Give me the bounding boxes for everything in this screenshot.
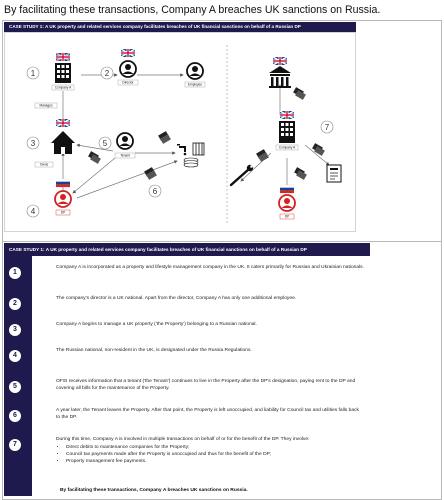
- step-text: Company A begins to manage a UK property ('the Property') belonging to a Russian national.: [56, 322, 257, 327]
- russia-flag-icon: [280, 185, 294, 193]
- step-number-badge: 2: [9, 298, 21, 310]
- arrow-tenant-dp: [73, 158, 115, 193]
- step-text: Company A is incorporated as a property and lifestyle management company in the UK. It caters primarily for Russian and Ukrainian nationals.: [56, 265, 364, 270]
- step-1-marker: [27, 67, 39, 79]
- designated-person-icon: [279, 195, 295, 211]
- arrow-dp-bills: [77, 161, 177, 198]
- tenant-label: Tenant: [120, 153, 130, 158]
- top-caption: By facilitating these transactions, Company A breaches UK sanctions on Russia.: [4, 4, 381, 16]
- money-icon: [293, 87, 306, 100]
- council-building-icon: [269, 66, 291, 88]
- dp-right-label: DP: [284, 214, 290, 219]
- company-building-icon: [55, 63, 71, 83]
- step-number-badge: 1: [9, 267, 21, 279]
- step-5-marker: [99, 137, 111, 149]
- step-list: [4, 256, 370, 496]
- director-person-icon: [120, 61, 136, 77]
- svg-text:7: 7: [324, 123, 330, 132]
- bullet-item: • Council tax payments made after the Property is unoccupied and thus for the benefit of the DP;: [66, 451, 364, 458]
- uk-flag-icon: [56, 119, 70, 127]
- step-7-marker: [321, 121, 333, 133]
- step-number-badge: 7: [9, 439, 21, 451]
- step-number-badge: 6: [9, 410, 21, 422]
- svg-text:1: 1: [30, 69, 36, 78]
- bills-stack-icon: [184, 158, 198, 167]
- russia-flag-icon: [56, 179, 70, 187]
- step-text-block: [56, 436, 364, 465]
- owns-label: Owns: [39, 162, 49, 167]
- step-number-badge: 4: [9, 350, 21, 362]
- uk-flag-icon: [121, 49, 135, 57]
- case-study-diagram: [4, 32, 356, 232]
- wrench-icon: [231, 165, 253, 185]
- step-text: During this time, Company A is involved in multiple transactions on behalf of or for the benefit of the DP. They involve:: [56, 437, 310, 442]
- svg-text:5: 5: [102, 139, 108, 148]
- money-icon: [256, 149, 269, 162]
- money-icon: [312, 143, 325, 156]
- invoice-icon: [327, 165, 341, 182]
- step-6-marker: [149, 185, 161, 197]
- step-text: OFSI receives information that a tenant ('the Tenant') continues to live in the Property after the DP's designation, paying rent to the DP and covering all bills for the maintenance of the Property.: [56, 379, 356, 391]
- transaction-bullets: [56, 444, 364, 465]
- company-building-icon: [279, 121, 295, 143]
- uk-flag-icon: [56, 53, 70, 61]
- company-a-label: Company A: [54, 85, 72, 90]
- employee-label: Employee: [187, 82, 203, 87]
- designated-person-icon: [55, 191, 71, 207]
- svg-text:6: 6: [152, 187, 158, 196]
- svg-text:3: 3: [30, 139, 36, 148]
- money-icon: [294, 167, 307, 180]
- step-row: [4, 428, 370, 484]
- step-row: [4, 339, 370, 369]
- company-a-right-label: Company A: [278, 145, 296, 150]
- step-row: [4, 399, 370, 429]
- tenant-person-icon: [117, 133, 133, 149]
- conclusion-text: By facilitating these transactions, Company A breaches UK sanctions on Russia.: [60, 488, 248, 493]
- radiator-icon: [193, 143, 204, 155]
- step-text: The company's director is a UK national. Apart from the director, Company A has only one additional employee.: [56, 296, 297, 301]
- step-text: A year later, the Tenant leaves the Property. After that point, the Property is left unoccupied, and liability for Council tax and utilities falls back to the DP.: [56, 408, 359, 420]
- diagram-header: CASE STUDY 1: A UK property and related services company facilitates breaches of UK financial sanctions on behalf of a Russian DP: [4, 22, 356, 32]
- employee-person-icon: [187, 63, 203, 79]
- svg-text:2: 2: [104, 69, 110, 78]
- dp-label: DP: [60, 210, 66, 215]
- step-row: [4, 370, 370, 400]
- step-number-badge: 5: [9, 381, 21, 393]
- bullet-item: • Property management fee payments.: [66, 458, 364, 465]
- bullet-item: • Direct debits to maintenance companies for the Property;: [66, 444, 364, 451]
- step-number-badge: 3: [9, 324, 21, 336]
- uk-flag-icon: [280, 111, 294, 119]
- water-tap-icon: [177, 144, 186, 155]
- diagram-canvas: [5, 33, 357, 233]
- svg-text:4: 4: [30, 207, 36, 216]
- step-text: The Russian national, non-resident in the UK, is designated under the Russia Regulations.: [56, 348, 252, 353]
- step-3-marker: [27, 137, 39, 149]
- step-2-marker: [101, 67, 113, 79]
- house-icon: [51, 131, 75, 154]
- uk-flag-icon: [273, 57, 287, 65]
- manages-label: Manages: [39, 103, 53, 108]
- text-slide-header: CASE STUDY 1: A UK property and related services company facilitates breaches of UK financial sanctions on behalf of a Russian DP: [4, 243, 370, 256]
- step-row: [4, 256, 370, 286]
- money-icon: [158, 131, 171, 144]
- director-label: Director: [122, 80, 134, 85]
- money-icon: [88, 151, 101, 164]
- step-4-marker: [27, 205, 39, 217]
